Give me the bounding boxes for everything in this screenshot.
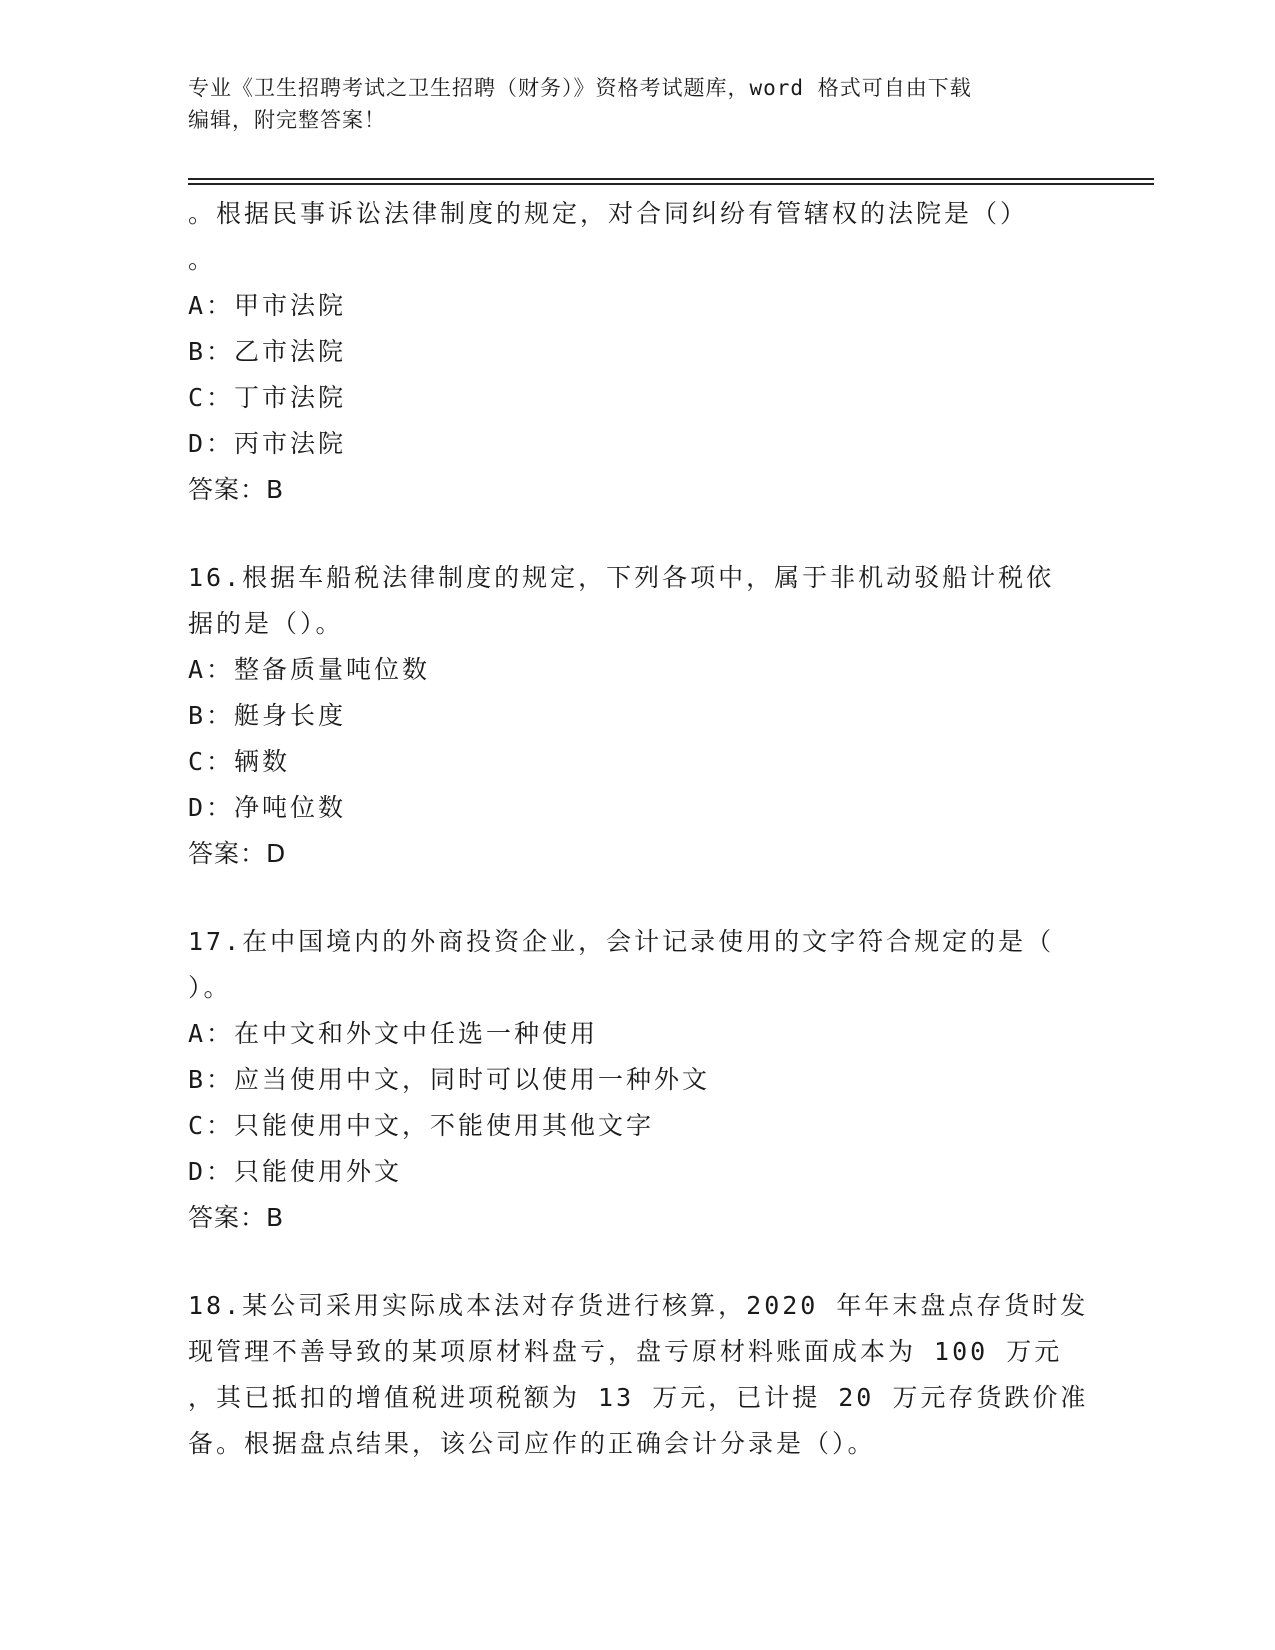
answer-label: 答案：B [188, 1203, 285, 1232]
option-a: A：整备质量吨位数 [188, 655, 431, 684]
option-c: C：只能使用中文，不能使用其他文字 [188, 1111, 655, 1140]
option-c: C：辆数 [188, 747, 291, 776]
question-stem-line: 18.某公司采用实际成本法对存货进行核算，2020 年年末盘点存货时发 [188, 1291, 1089, 1320]
question-stem-line: ，其已抵扣的增值税进项税额为 13 万元，已计提 20 万元存货跌价准 [188, 1383, 1089, 1412]
option-b: B：乙市法院 [188, 337, 347, 366]
question-stem-line: 。根据民事诉讼法律制度的规定，对合同纠纷有管辖权的法院是（） [188, 199, 1029, 228]
question-16 [188, 555, 1088, 877]
question-17 [188, 919, 1088, 1241]
question-18 [188, 1283, 1088, 1467]
answer-label: 答案：D [188, 839, 287, 868]
question-stem-line: 备。根据盘点结果，该公司应作的正确会计分录是（）。 [188, 1429, 876, 1458]
header-line-1: 专业《卫生招聘考试之卫生招聘（财务）》资格考试题库，word 格式可自由下载 [188, 76, 972, 100]
question-stem-line: 现管理不善导致的某项原材料盘亏，盘亏原材料账面成本为 100 万元 [188, 1337, 1063, 1366]
header-divider-bottom [188, 183, 1154, 185]
option-b: B：应当使用中文，同时可以使用一种外文 [188, 1065, 711, 1094]
question-stem-line: 据的是（）。 [188, 609, 344, 638]
document-header [188, 72, 1088, 136]
header-divider-top [188, 178, 1154, 180]
question-list [188, 191, 1088, 1509]
option-d: D：净吨位数 [188, 793, 347, 822]
question-stem-line: 16.根据车船税法律制度的规定，下列各项中，属于非机动驳船计税依 [188, 563, 1055, 592]
question-15 [188, 191, 1088, 513]
answer-label: 答案：B [188, 475, 285, 504]
option-a: A：在中文和外文中任选一种使用 [188, 1019, 599, 1048]
option-d: D：丙市法院 [188, 429, 347, 458]
option-a: A：甲市法院 [188, 291, 347, 320]
option-c: C：丁市法院 [188, 383, 347, 412]
question-stem-line: 17.在中国境内的外商投资企业，会计记录使用的文字符合规定的是（ [188, 927, 1055, 956]
option-d: D：只能使用外文 [188, 1157, 403, 1186]
question-stem-line: ）。 [188, 973, 232, 1002]
question-stem-line: 。 [188, 245, 217, 274]
option-b: B：艇身长度 [188, 701, 347, 730]
header-line-2: 编辑，附完整答案！ [188, 108, 386, 132]
